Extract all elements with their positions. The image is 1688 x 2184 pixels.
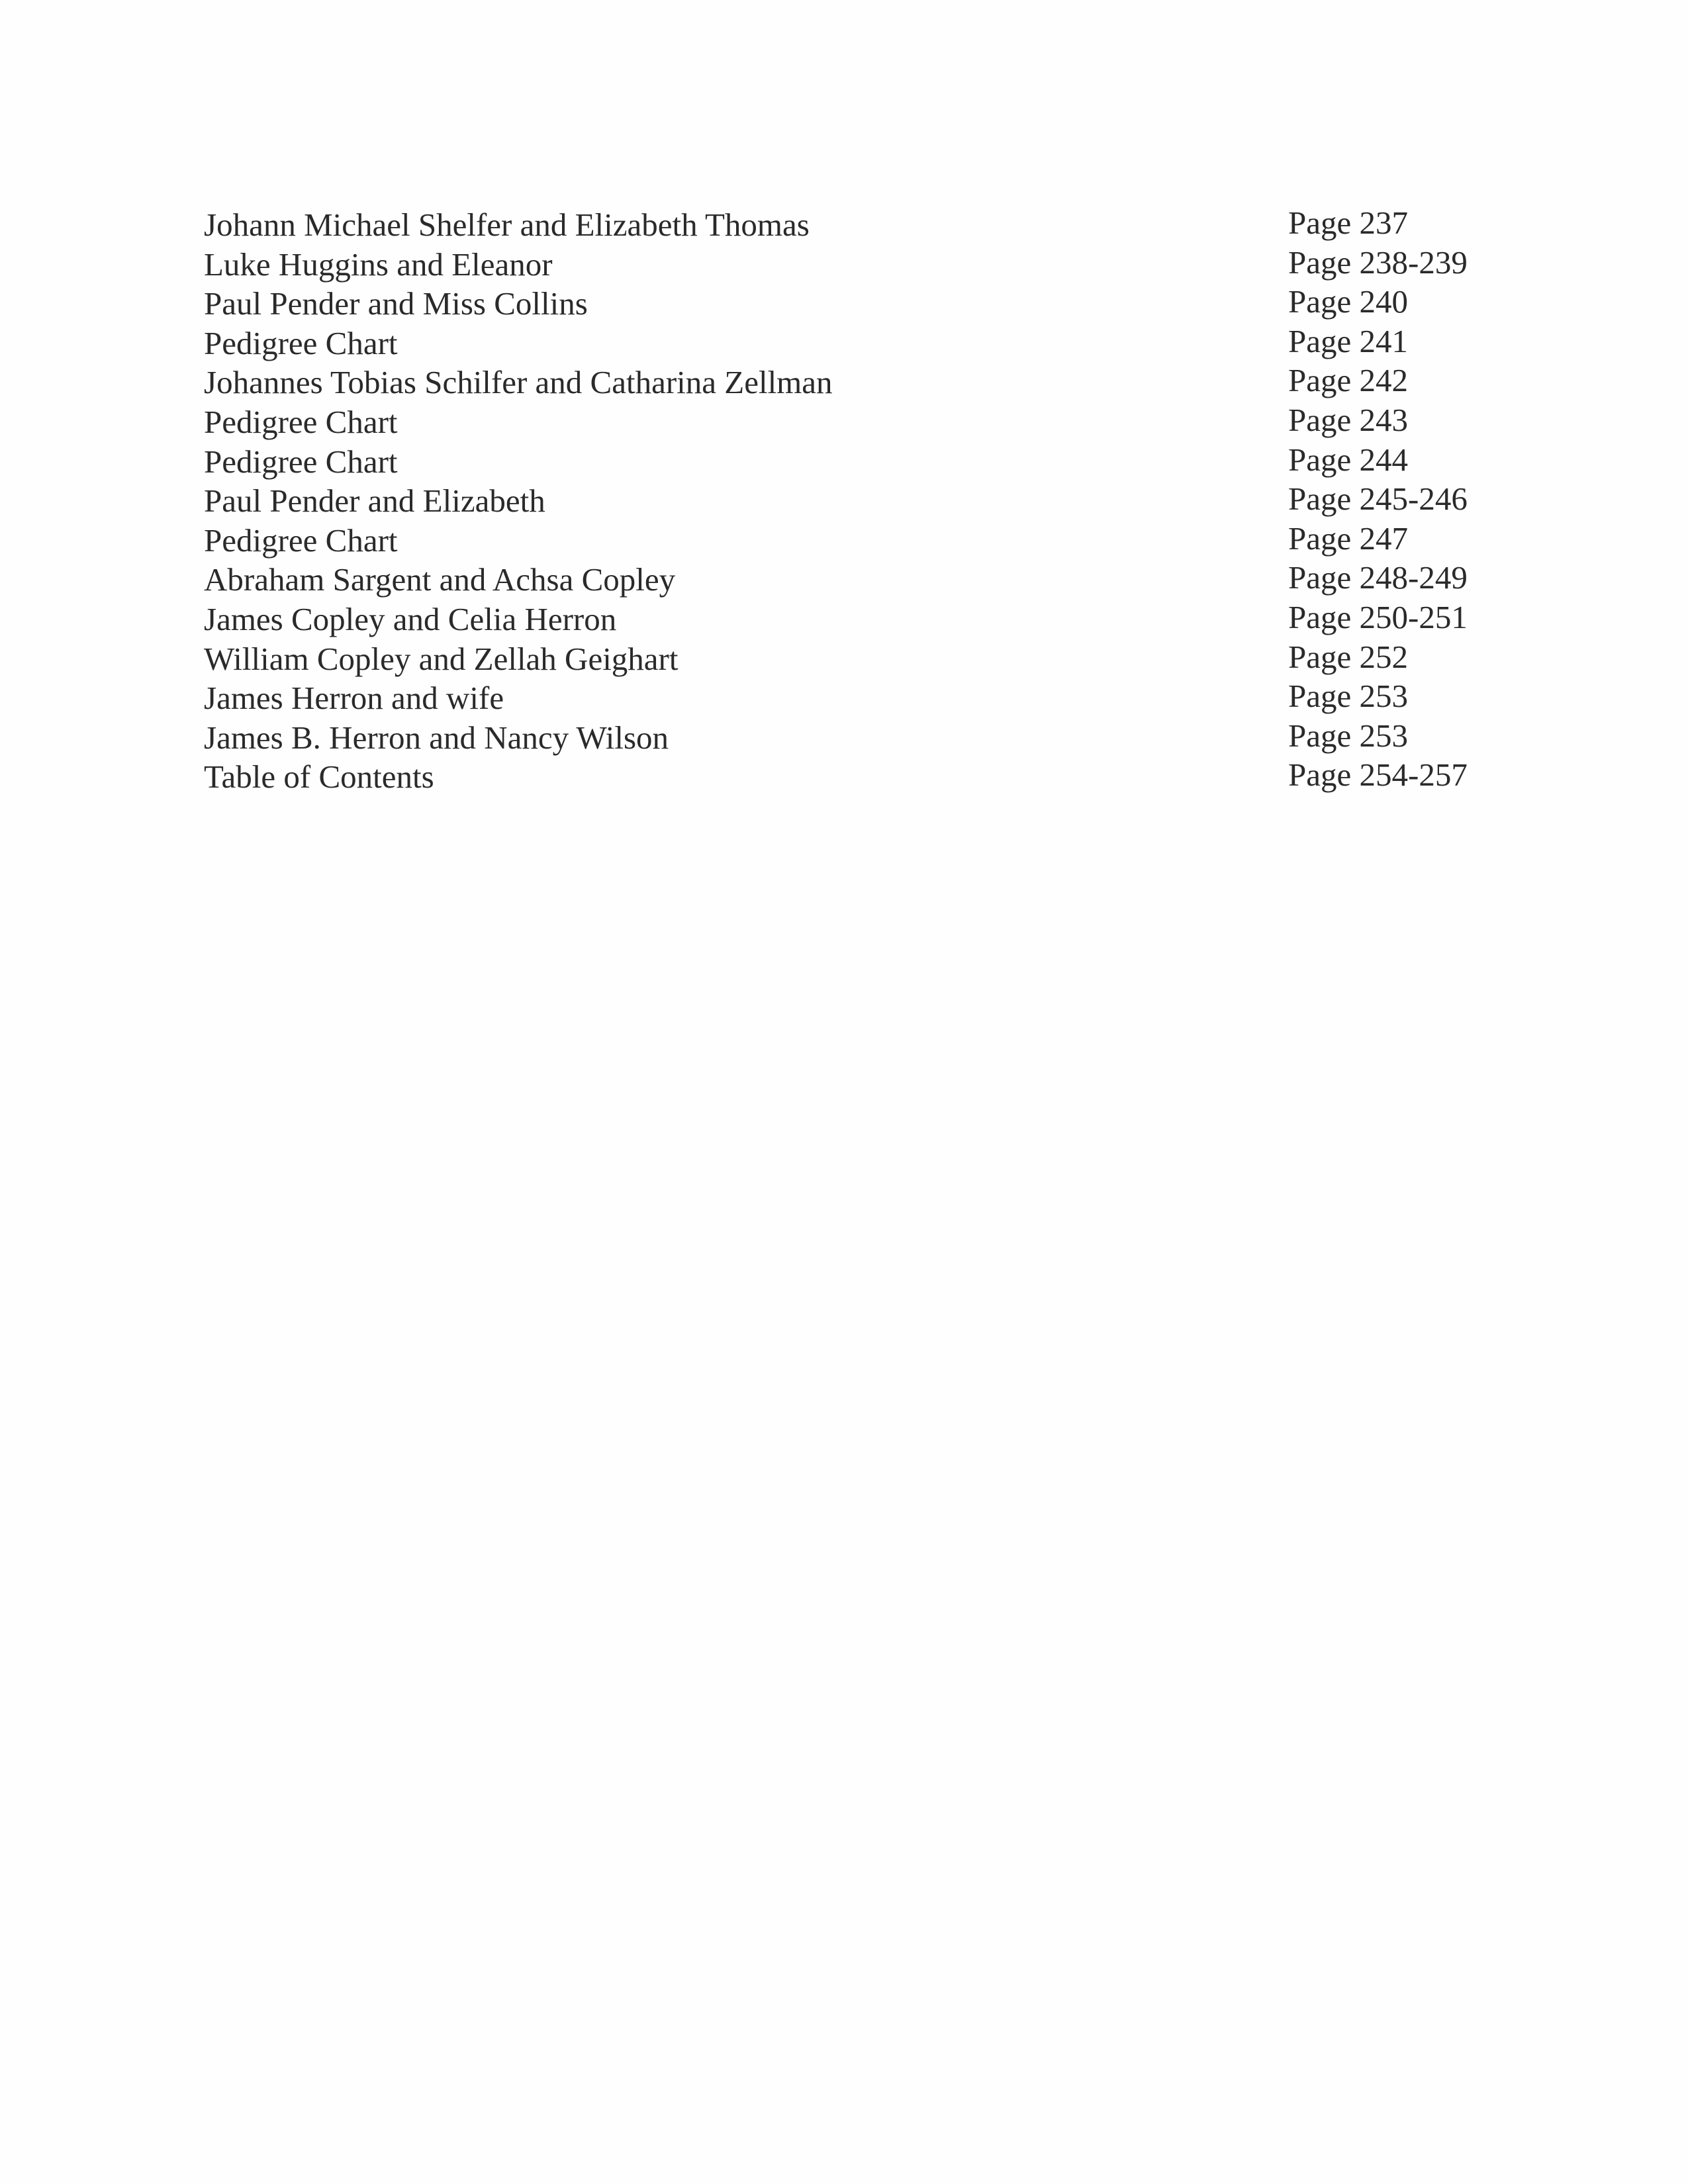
toc-entry <box>204 639 1475 679</box>
toc-entry <box>204 442 1475 482</box>
toc-entry-title: James B. Herron and Nancy Wilson <box>204 719 669 756</box>
toc-entry <box>204 678 1475 718</box>
toc-entry-title: Luke Huggins and Eleanor <box>204 246 553 283</box>
toc-entry-title: Pedigree Chart <box>204 403 398 440</box>
toc-entry-page: Page 250-251 <box>1288 598 1468 635</box>
toc-entry-title: James Copley and Celia Herron <box>204 600 617 637</box>
toc-entry <box>204 284 1475 324</box>
toc-entry <box>204 757 1475 797</box>
toc-entry-page: Page 238-239 <box>1288 244 1468 281</box>
toc-entry <box>204 205 1475 245</box>
toc-entry <box>204 718 1475 758</box>
toc-entry <box>204 245 1475 285</box>
toc-entry-title: Johann Michael Shelfer and Elizabeth Thomas <box>204 206 810 243</box>
toc-entry-title: Pedigree Chart <box>204 443 398 480</box>
toc-entry-title: Paul Pender and Elizabeth <box>204 482 545 520</box>
toc-entry-page: Page 245-246 <box>1288 480 1468 518</box>
toc-entry-page: Page 254-257 <box>1288 756 1468 794</box>
table-of-contents-list <box>204 205 1475 797</box>
toc-entry-page: Page 244 <box>1288 441 1408 478</box>
toc-entry-page: Page 241 <box>1288 322 1408 359</box>
toc-entry-page: Page 240 <box>1288 283 1408 320</box>
toc-entry-page: Page 253 <box>1288 717 1408 754</box>
toc-entry-title: William Copley and Zellah Geighart <box>204 640 679 677</box>
toc-entry-title: Pedigree Chart <box>204 324 398 361</box>
toc-entry-title: Table of Contents <box>204 758 434 796</box>
toc-entry-title: Paul Pender and Miss Collins <box>204 285 588 322</box>
toc-entry-page: Page 247 <box>1288 520 1408 557</box>
toc-entry-page: Page 253 <box>1288 678 1408 715</box>
toc-entry-title: Pedigree Chart <box>204 522 398 559</box>
toc-entry-page: Page 252 <box>1288 638 1408 675</box>
toc-entry <box>204 521 1475 561</box>
toc-entry <box>204 324 1475 363</box>
toc-entry <box>204 481 1475 521</box>
toc-entry-title: James Herron and wife <box>204 680 504 717</box>
toc-entry-page: Page 237 <box>1288 205 1408 241</box>
toc-entry <box>204 560 1475 600</box>
toc-entry-page: Page 243 <box>1288 401 1408 438</box>
toc-entry <box>204 600 1475 639</box>
toc-entry-page: Page 248-249 <box>1288 559 1468 596</box>
toc-entry <box>204 363 1475 402</box>
toc-entry-page: Page 242 <box>1288 362 1408 399</box>
toc-entry <box>204 402 1475 442</box>
toc-entry-title: Abraham Sargent and Achsa Copley <box>204 561 676 598</box>
toc-entry-title: Johannes Tobias Schilfer and Catharina Zellman <box>204 364 833 401</box>
